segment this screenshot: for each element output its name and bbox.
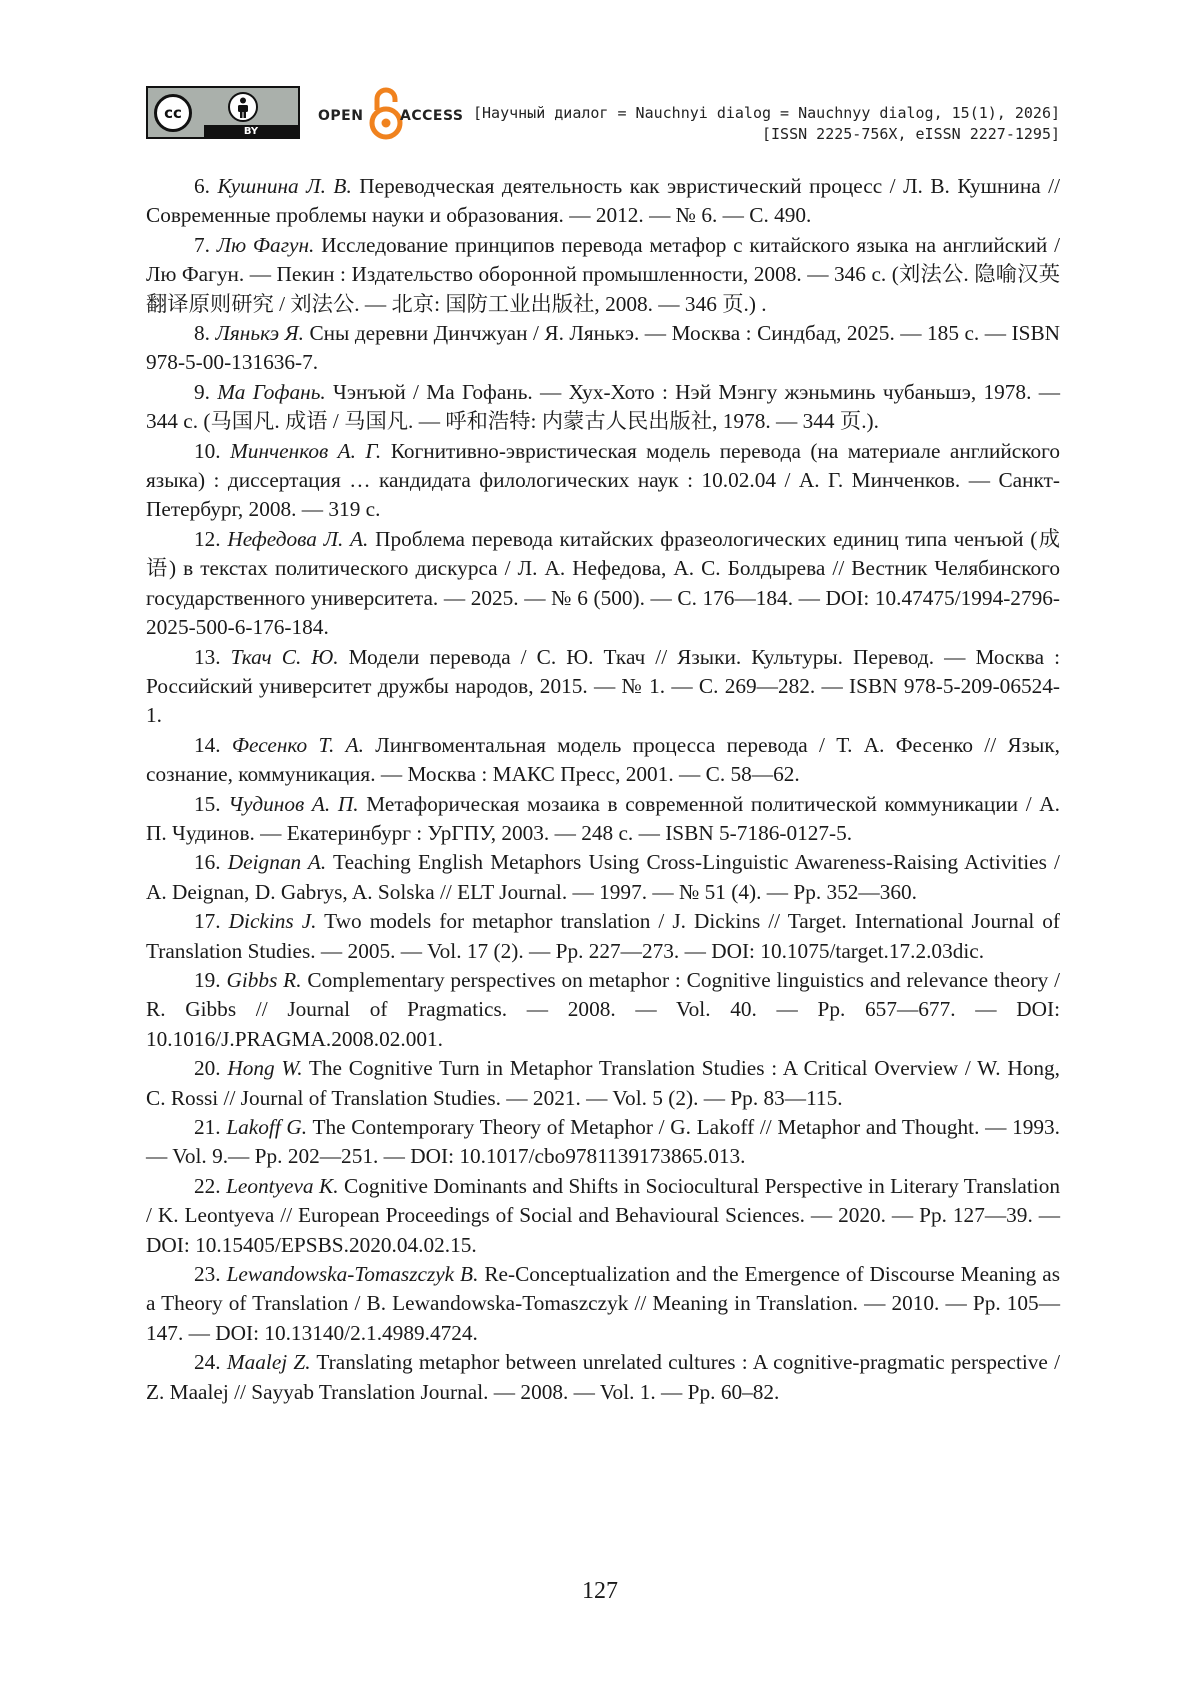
license-by-label: BY <box>204 125 298 139</box>
reference-item: 8. Лянькэ Я. Сны деревни Динчжуан / Я. Лянькэ. — Москва : Синдбад, 2025. — 185 с. — ISBN 978-5-00-131636-7. <box>146 321 1061 375</box>
cc-by-license-badge[interactable] <box>146 86 300 139</box>
access-word: ACCESS <box>400 108 464 124</box>
reference-item: 17. Dickins J. Two models for metaphor translation / J. Dickins // Target. International Journal of Translation Studies. — 2005. — Vol. 17 (2). — Pp. 227—273. — DOI: 10.1075/target.17.2.03dic. <box>146 909 1060 963</box>
reference-list <box>146 172 1060 1407</box>
reference-item: 13. Ткач С. Ю. Модели перевода / С. Ю. Ткач // Языки. Культуры. Перевод. — Москва : Российский университет дружбы народов, 2015. — № 1. — С. 269—282. — ISBN 978-5-209-06524-1. <box>146 644 1061 728</box>
by-person-icon <box>228 92 258 122</box>
reference-item: 10. Минченков А. Г. Когнитивно-эвристическая модель перевода (на материале английского языка) : диссертация … кандидата филологических наук : 10.02.04 / А. Г. Минченков. — Санкт-Петербург, 2008. — 319 с. <box>146 438 1061 522</box>
page-header <box>146 86 1060 146</box>
reference-item: 20. Hong W. The Cognitive Turn in Metaphor Translation Studies : A Critical Overview / W. Hong, C. Rossi // Journal of Translation Studies. — 2021. — Vol. 5 (2). — Pp. 83—115. <box>146 1056 1061 1110</box>
reference-item: 9. Ма Гофань. Чэнъюй / Ма Гофань. — Хух-Хото : Нэй Мэнгу жэньминь чубаньшэ, 1978. — 344 с. (马国凡. 成语 / 马国凡. — 呼和浩特: 内蒙古人民出版社, 1978. — 344 页.). <box>146 379 1061 434</box>
reference-item: 16. Deignan A. Teaching English Metaphors Using Cross-Linguistic Awareness-Raising Activities / A. Deignan, D. Gabrys, A. Solska // ELT Journal. — 1997. — № 51 (4). — Pp. 352—360. <box>146 850 1060 904</box>
reference-item: 7. Лю Фагун. Исследование принципов перевода метафор с китайского языка на английский / Лю Фагун. — Пекин : Издательство оборонной промышленности, 2008. — 346 с. (刘法公. 隐喻汉英翻译原则研究 / 刘法公. — 北京: 国防工业出版社, 2008. — 346 页.) . <box>146 232 1060 316</box>
reference-item: 21. Lakoff G. The Contemporary Theory of Metaphor / G. Lakoff // Metaphor and Thought. — 1993. — Vol. 9.— Pp. 202—251. — DOI: 10.1017/cbo9781139173865.013. <box>146 1115 1060 1169</box>
reference-item: 24. Maalej Z. Translating metaphor between unrelated cultures : A cognitive-pragmatic perspective / Z. Maalej // Sayyab Translation Journal. — 2008. — Vol. 1. — Pp. 60–82. <box>146 1350 1060 1404</box>
reference-item: 23. Lewandowska-Tomaszczyk B. Re-Conceptualization and the Emergence of Discourse Meaning as a Theory of Translation / B. Lewandowska-Tomaszczyk // Meaning in Translation. — 2010. — Pp. 105—147. — DOI: 10.13140/2.1.4989.4724. <box>146 1262 1060 1345</box>
reference-item: 12. Нефедова Л. А. Проблема перевода китайских фразеологических единиц типа ченъюй (成语) в текстах политического дискурса / Л. А. Нефедова, А. С. Болдырева // Вестник Челябинского государственного университета. — 2025. — № 6 (500). — С. 176—184. — DOI: 10.47475/1994-2796-2025-500-6-176-184. <box>146 526 1061 640</box>
open-access-logo[interactable] <box>318 86 468 146</box>
page-number: 127 <box>582 1578 618 1604</box>
journal-citation: [Научный диалог = Nauchnyi dialog = Nauchnyy dialog, 15(1), 2026] <box>473 104 1060 122</box>
reference-item: 19. Gibbs R. Complementary perspectives on metaphor : Cognitive linguistics and relevance theory / R. Gibbs // Journal of Pragmatics. — 2008. — Vol. 40. — Pp. 657—677. — DOI: 10.1016/J.PRAGMA.2008.02.001. <box>146 967 1061 1051</box>
reference-item: 22. Leontyeva K. Cognitive Dominants and Shifts in Sociocultural Perspective in Literary Translation / K. Leontyeva // European Proceedings of Social and Behavioural Sciences. — 2020. — Pp. 127—39. — DOI: 10.15405/EPSBS.2020.04.02.15. <box>146 1173 1061 1257</box>
open-word: OPEN <box>318 108 364 124</box>
reference-item: 15. Чудинов А. П. Метафорическая мозаика в современной политической коммуникации / А. П. Чудинов. — Екатеринбург : УрГПУ, 2003. — 248 с. — ISBN 5-7186-0127-5. <box>146 791 1061 845</box>
reference-item: 14. Фесенко Т. А. Лингвоментальная модель процесса перевода / Т. А. Фесенко // Язык, сознание, коммуникация. — Москва : МАКС Пресс, 2001. — С. 58—62. <box>146 732 1061 787</box>
open-access-lock-icon <box>368 86 404 145</box>
journal-issn: [ISSN 2225-756X, eISSN 2227-1295] <box>761 125 1060 143</box>
cc-icon: cc <box>154 94 192 132</box>
reference-item: 6. Кушнина Л. В. Переводческая деятельность как эвристический процесс / Л. В. Кушнина // Современные проблемы науки и образования. — 2012. — № 6. — С. 490. <box>146 174 1061 228</box>
